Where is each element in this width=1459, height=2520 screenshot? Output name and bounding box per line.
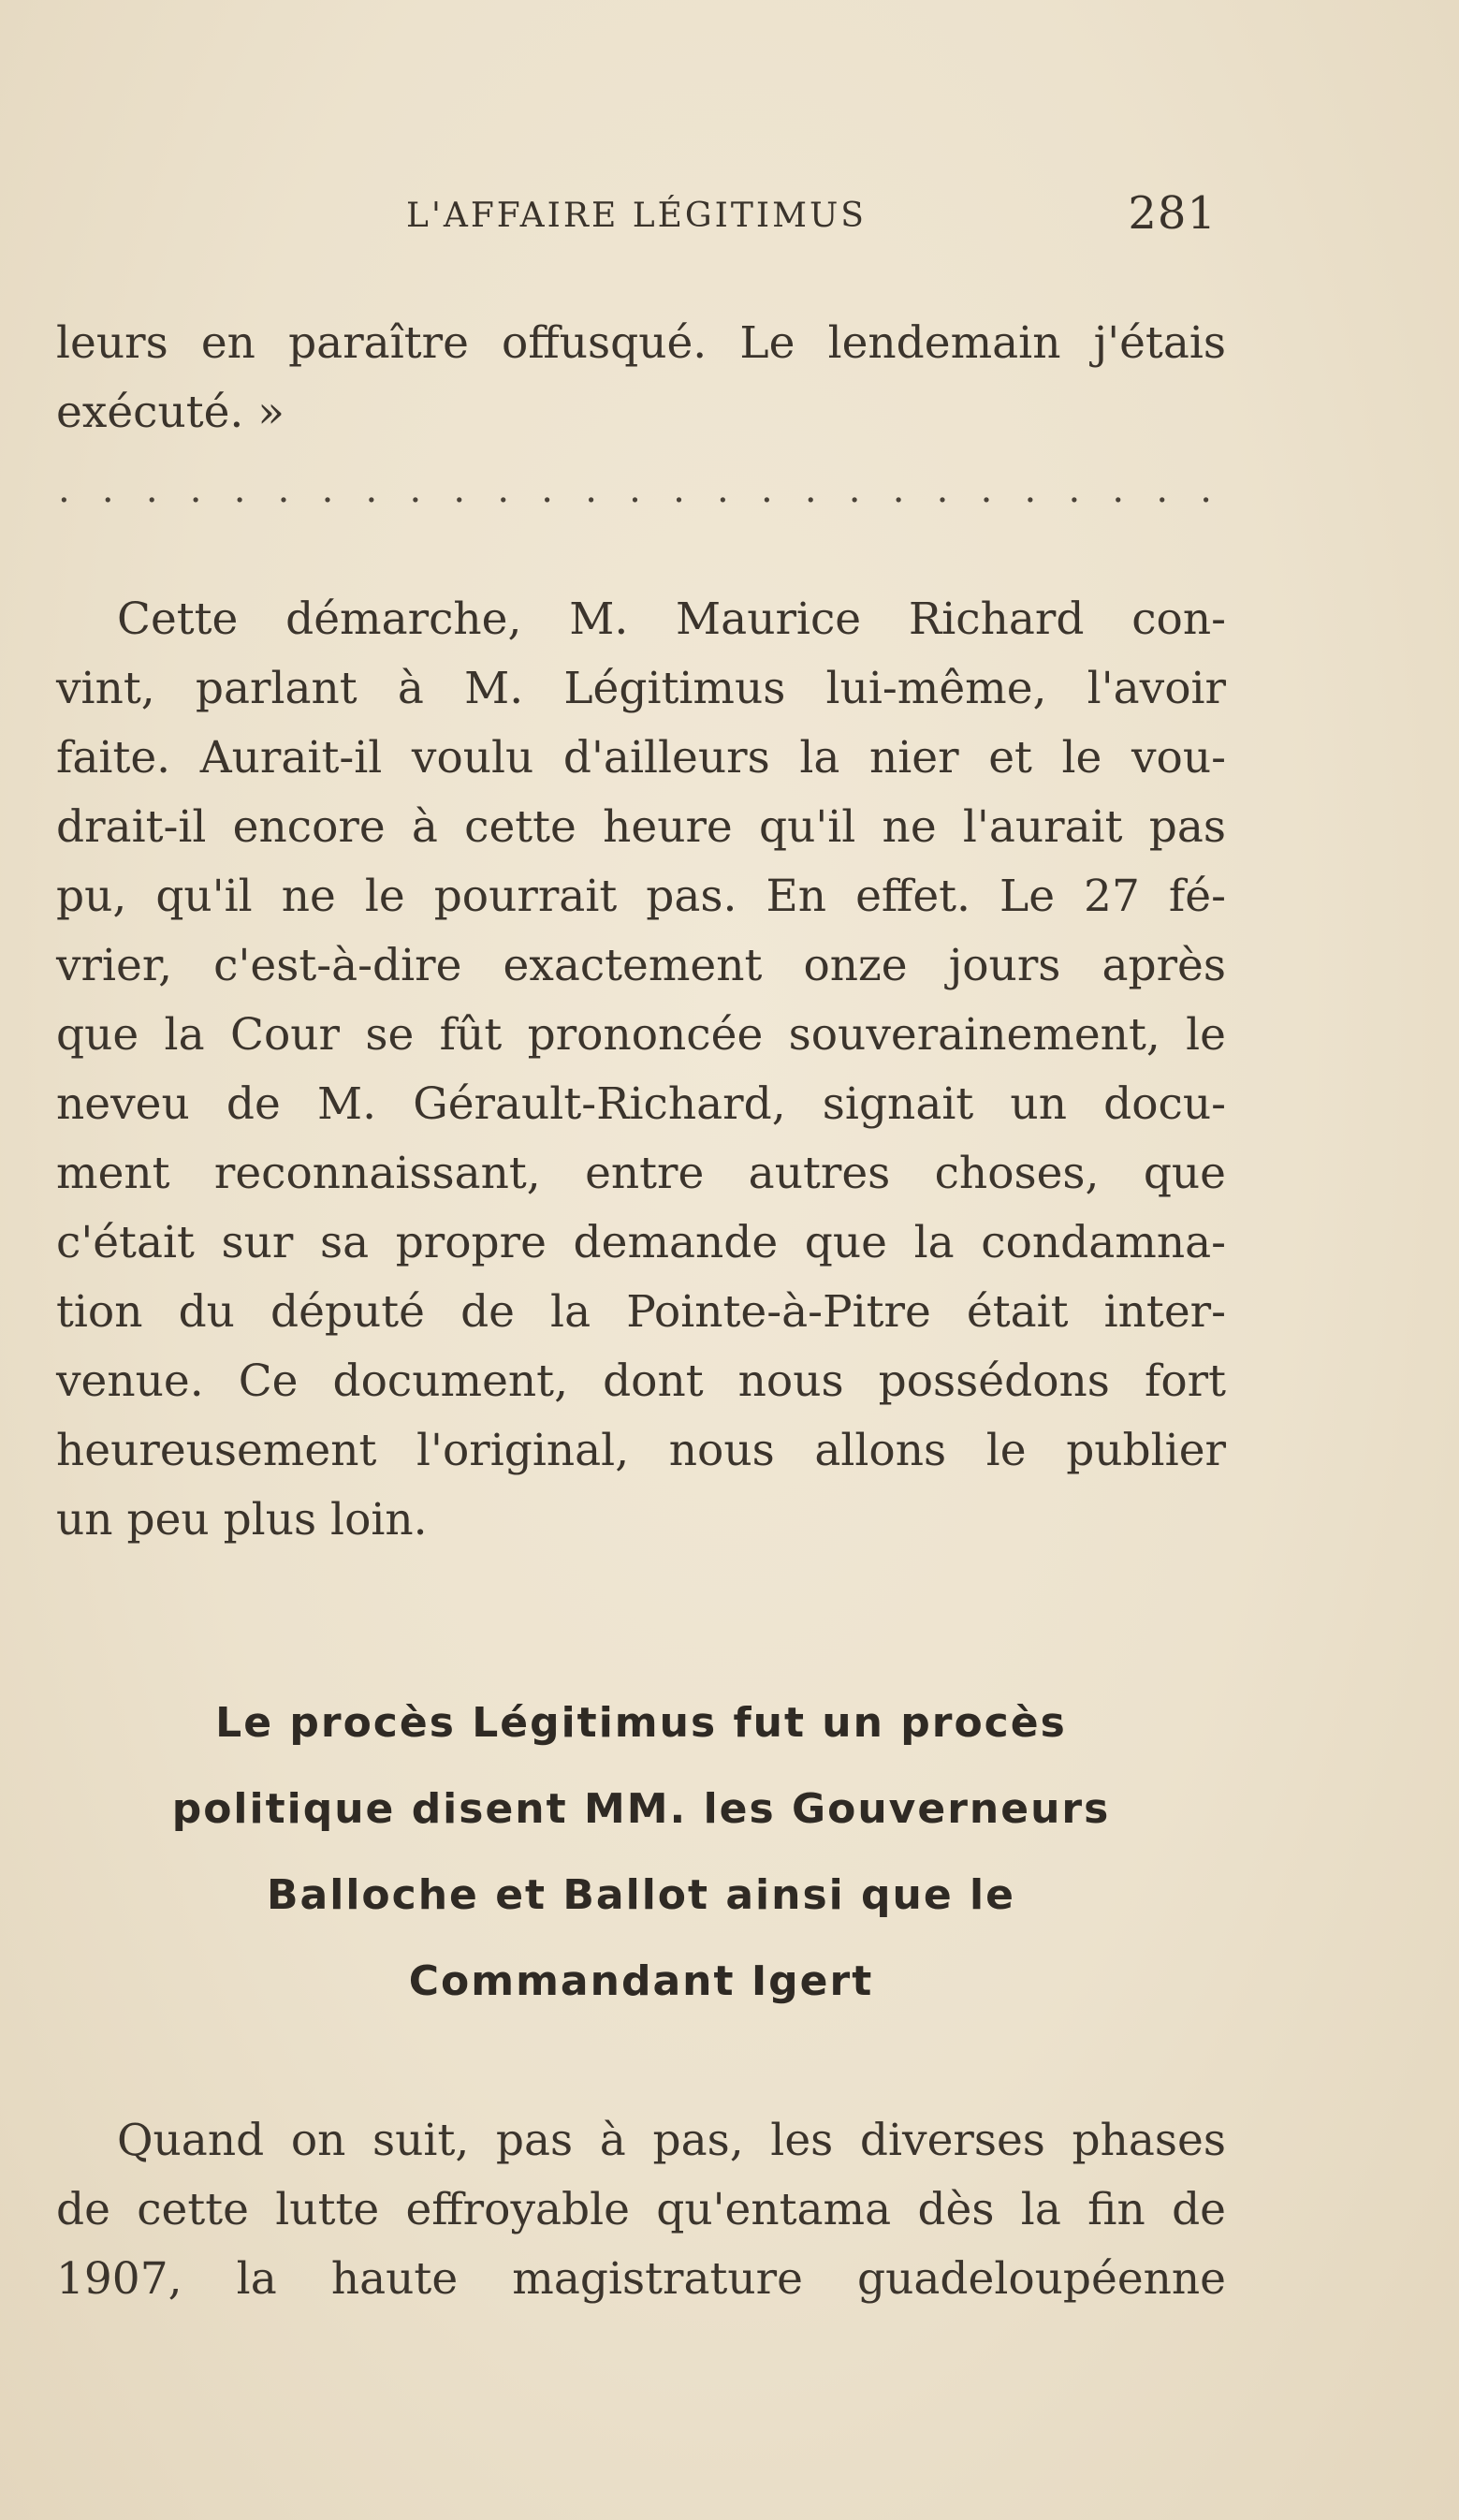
heading-line: Le procès Légitimus fut un procès [215,1699,1067,1747]
text-line: que la Cour se fût prononcée souverainement, le [56,1009,1226,1061]
text-line: pu, qu'il ne le pourrait pas. En effet. Le 27 fé- [56,871,1226,922]
text-line: c'était sur sa propre demande que la condamna- [56,1217,1226,1268]
text-line: heureusement l'original, nous allons le publier [56,1425,1226,1476]
text-line: drait-il encore à cette heure qu'il ne l'aurait pas [56,801,1226,853]
text-line: leurs en paraître offusqué. Le lendemain j'étais [56,317,1226,369]
text-line: de cette lutte effroyable qu'entama dès la fin de [56,2184,1226,2235]
paragraph-3 [56,2106,1226,2314]
paragraph-2 [56,585,1226,1555]
page-number: 281 [1128,187,1217,240]
text-line: neveu de M. Gérault-Richard, signait un docu- [56,1078,1226,1130]
text-line: exécuté. » [56,387,285,438]
section-heading [56,1680,1226,2025]
running-title: L'AFFAIRE LÉGITIMUS [406,197,867,235]
text-line: 1907, la haute magistrature guadeloupéenne [56,2253,1226,2305]
page-header [56,187,1217,253]
text-line: Quand on suit, pas à pas, les diverses phases [117,2115,1226,2166]
ellipsis-row: . . . . . . . . . . . . . . . . . . . . . . . . . . . [58,468,1214,511]
heading-line: politique disent MM. les Gouverneurs [171,1785,1111,1833]
text-line: un peu plus loin. [56,1494,428,1546]
paragraph-1 [56,309,1226,447]
heading-line: Commandant Igert [408,1957,874,2005]
text-line: vint, parlant à M. Légitimus lui-même, l'avoir [56,663,1226,714]
text-line: ment reconnaissant, entre autres choses, que [56,1148,1226,1199]
text-line: venue. Ce document, dont nous possédons fort [56,1355,1226,1407]
heading-line: Balloche et Ballot ainsi que le [267,1871,1015,1919]
text-line: Cette démarche, M. Maurice Richard con- [117,593,1226,645]
text-line: vrier, c'est-à-dire exactement onze jours après [56,940,1226,991]
text-line: faite. Aurait-il voulu d'ailleurs la nier et le vou- [56,732,1226,784]
text-line: tion du député de la Pointe-à-Pitre était inter- [56,1286,1226,1338]
